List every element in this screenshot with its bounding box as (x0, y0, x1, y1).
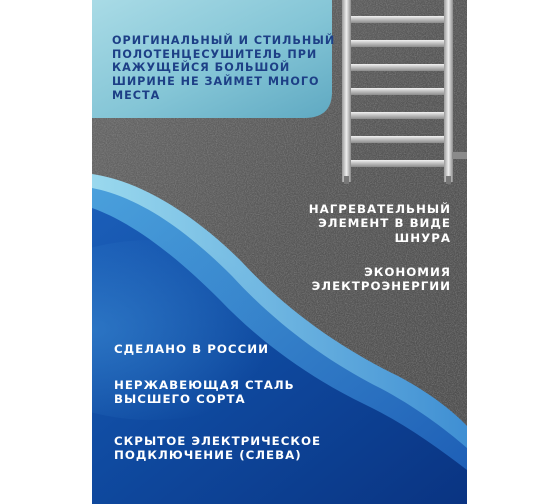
feature-energy-saving: ЭКОНОМИЯ ЭЛЕКТРОЭНЕРГИИ (311, 265, 451, 294)
feature-heating-element: НАГРЕВАТЕЛЬНЫЙ ЭЛЕМЕНТ В ВИДЕ ШНУРА (308, 202, 451, 245)
feature-stainless-steel: НЕРЖАВЕЮЩАЯ СТАЛЬ ВЫСШЕГО СОРТА (114, 378, 295, 407)
feature-hidden-connection: СКРЫТОЕ ЭЛЕКТРИЧЕСКОЕ ПОДКЛЮЧЕНИЕ (СЛЕВА) (114, 434, 322, 463)
product-card (92, 0, 467, 504)
feature-made-in-russia: СДЕЛАНО В РОССИИ (114, 342, 269, 356)
banner-text: ОРИГИНАЛЬНЫЙ И СТИЛЬНЫЙ ПОЛОТЕНЦЕСУШИТЕЛЬ ПРИ КАЖУЩЕЙСЯ БОЛЬШОЙ ШИРИНЕ НЕ ЗАЙМЕТ МНОГО МЕСТА (112, 34, 336, 102)
